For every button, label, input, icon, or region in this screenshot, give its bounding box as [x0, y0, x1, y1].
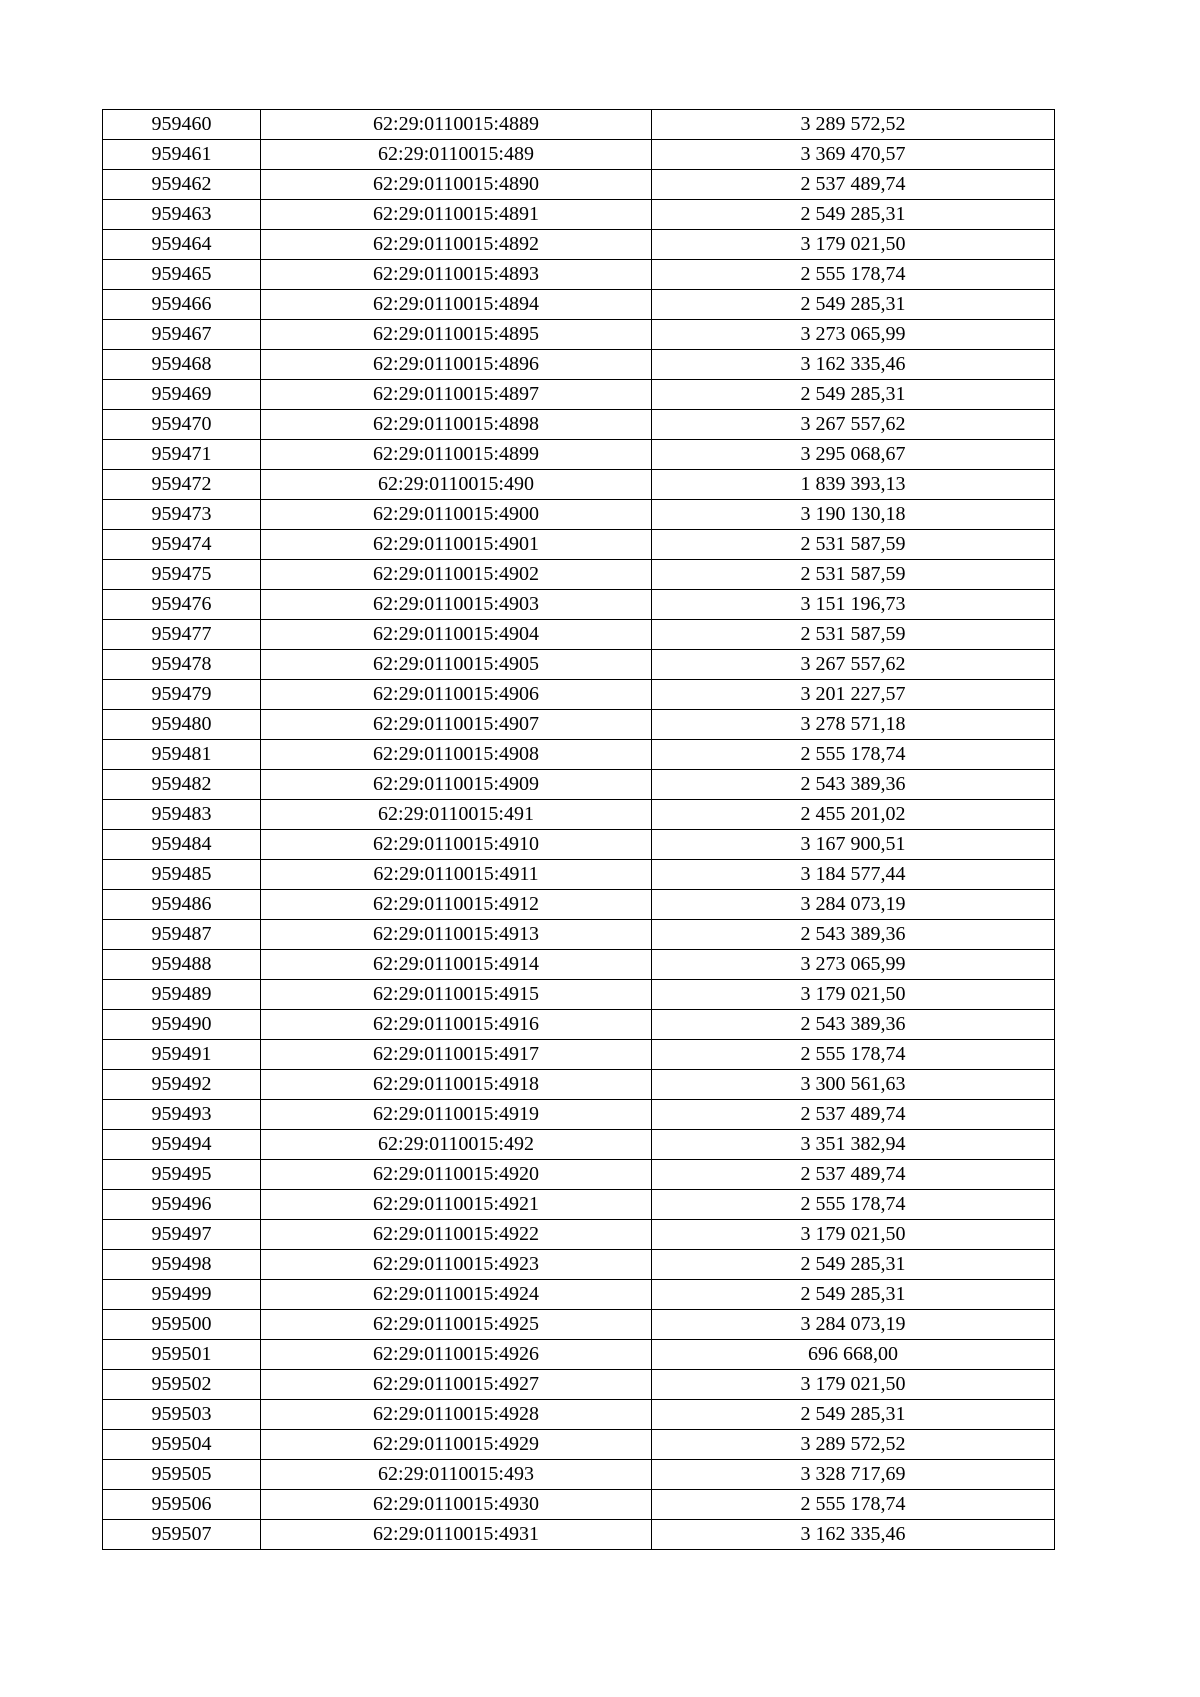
- row-number-cell: 959491: [103, 1040, 261, 1070]
- row-number-cell: 959503: [103, 1400, 261, 1430]
- cadastral-value-cell: 2 555 178,74: [652, 1040, 1055, 1070]
- cadastral-value-cell: 3 179 021,50: [652, 1370, 1055, 1400]
- table-row: [103, 1460, 1055, 1490]
- cadastral-number-cell: 62:29:0110015:4931: [261, 1520, 652, 1550]
- row-number-cell: 959493: [103, 1100, 261, 1130]
- cadastral-value-cell: 2 531 587,59: [652, 530, 1055, 560]
- row-number-cell: 959486: [103, 890, 261, 920]
- cadastral-value-cell: 3 273 065,99: [652, 950, 1055, 980]
- cadastral-number-cell: 62:29:0110015:4901: [261, 530, 652, 560]
- row-number-cell: 959506: [103, 1490, 261, 1520]
- row-number-cell: 959478: [103, 650, 261, 680]
- row-number-cell: 959501: [103, 1340, 261, 1370]
- table-row: [103, 800, 1055, 830]
- row-number-cell: 959495: [103, 1160, 261, 1190]
- table-row: [103, 1040, 1055, 1070]
- cadastral-number-cell: 62:29:0110015:4898: [261, 410, 652, 440]
- table-row: [103, 770, 1055, 800]
- cadastral-value-cell: 2 531 587,59: [652, 560, 1055, 590]
- cadastral-number-cell: 62:29:0110015:4892: [261, 230, 652, 260]
- row-number-cell: 959463: [103, 200, 261, 230]
- table-row: [103, 1520, 1055, 1550]
- cadastral-number-cell: 62:29:0110015:4912: [261, 890, 652, 920]
- table-row: [103, 170, 1055, 200]
- row-number-cell: 959485: [103, 860, 261, 890]
- cadastral-number-cell: 62:29:0110015:4920: [261, 1160, 652, 1190]
- cadastral-number-cell: 62:29:0110015:4896: [261, 350, 652, 380]
- row-number-cell: 959488: [103, 950, 261, 980]
- cadastral-value-cell: 3 167 900,51: [652, 830, 1055, 860]
- cadastral-number-cell: 62:29:0110015:4921: [261, 1190, 652, 1220]
- cadastral-value-cell: 2 537 489,74: [652, 170, 1055, 200]
- cadastral-value-cell: 3 351 382,94: [652, 1130, 1055, 1160]
- cadastral-value-cell: 2 537 489,74: [652, 1100, 1055, 1130]
- cadastral-number-cell: 62:29:0110015:4891: [261, 200, 652, 230]
- table-row: [103, 1220, 1055, 1250]
- cadastral-value-cell: 3 278 571,18: [652, 710, 1055, 740]
- row-number-cell: 959496: [103, 1190, 261, 1220]
- cadastral-value-cell: 3 289 572,52: [652, 110, 1055, 140]
- cadastral-number-cell: 62:29:0110015:4894: [261, 290, 652, 320]
- cadastral-number-cell: 62:29:0110015:4928: [261, 1400, 652, 1430]
- cadastral-value-cell: 3 284 073,19: [652, 890, 1055, 920]
- row-number-cell: 959470: [103, 410, 261, 440]
- row-number-cell: 959479: [103, 680, 261, 710]
- cadastral-value-cell: 3 284 073,19: [652, 1310, 1055, 1340]
- table-row: [103, 1010, 1055, 1040]
- table-row: [103, 620, 1055, 650]
- cadastral-value-cell: 3 151 196,73: [652, 590, 1055, 620]
- cadastral-value-cell: 2 543 389,36: [652, 1010, 1055, 1040]
- row-number-cell: 959481: [103, 740, 261, 770]
- cadastral-value-cell: 2 455 201,02: [652, 800, 1055, 830]
- cadastral-number-cell: 62:29:0110015:4919: [261, 1100, 652, 1130]
- table-row: [103, 650, 1055, 680]
- cadastral-number-cell: 62:29:0110015:4890: [261, 170, 652, 200]
- cadastral-value-cell: 3 273 065,99: [652, 320, 1055, 350]
- row-number-cell: 959466: [103, 290, 261, 320]
- row-number-cell: 959499: [103, 1280, 261, 1310]
- cadastral-value-cell: 3 179 021,50: [652, 980, 1055, 1010]
- row-number-cell: 959468: [103, 350, 261, 380]
- cadastral-number-cell: 62:29:0110015:489: [261, 140, 652, 170]
- table-row: [103, 1130, 1055, 1160]
- cadastral-value-cell: 2 549 285,31: [652, 1280, 1055, 1310]
- table-row: [103, 1160, 1055, 1190]
- table-row: [103, 230, 1055, 260]
- table-row: [103, 1490, 1055, 1520]
- cadastral-value-cell: 3 267 557,62: [652, 650, 1055, 680]
- row-number-cell: 959473: [103, 500, 261, 530]
- cadastral-value-table: [102, 109, 1055, 1550]
- row-number-cell: 959504: [103, 1430, 261, 1460]
- row-number-cell: 959474: [103, 530, 261, 560]
- table-row: [103, 920, 1055, 950]
- table-row: [103, 1190, 1055, 1220]
- cadastral-number-cell: 62:29:0110015:4906: [261, 680, 652, 710]
- cadastral-number-cell: 62:29:0110015:4915: [261, 980, 652, 1010]
- cadastral-value-cell: 2 549 285,31: [652, 1400, 1055, 1430]
- row-number-cell: 959467: [103, 320, 261, 350]
- row-number-cell: 959460: [103, 110, 261, 140]
- table-row: [103, 410, 1055, 440]
- cadastral-number-cell: 62:29:0110015:4916: [261, 1010, 652, 1040]
- cadastral-number-cell: 62:29:0110015:4930: [261, 1490, 652, 1520]
- row-number-cell: 959476: [103, 590, 261, 620]
- row-number-cell: 959465: [103, 260, 261, 290]
- cadastral-value-cell: 3 369 470,57: [652, 140, 1055, 170]
- row-number-cell: 959469: [103, 380, 261, 410]
- table-row: [103, 470, 1055, 500]
- row-number-cell: 959480: [103, 710, 261, 740]
- cadastral-value-cell: 3 179 021,50: [652, 1220, 1055, 1250]
- row-number-cell: 959494: [103, 1130, 261, 1160]
- cadastral-number-cell: 62:29:0110015:4914: [261, 950, 652, 980]
- cadastral-number-cell: 62:29:0110015:4899: [261, 440, 652, 470]
- row-number-cell: 959484: [103, 830, 261, 860]
- cadastral-number-cell: 62:29:0110015:493: [261, 1460, 652, 1490]
- row-number-cell: 959489: [103, 980, 261, 1010]
- cadastral-number-cell: 62:29:0110015:491: [261, 800, 652, 830]
- cadastral-number-cell: 62:29:0110015:4908: [261, 740, 652, 770]
- table-row: [103, 500, 1055, 530]
- table-row: [103, 740, 1055, 770]
- cadastral-value-cell: 2 531 587,59: [652, 620, 1055, 650]
- table-row: [103, 530, 1055, 560]
- row-number-cell: 959461: [103, 140, 261, 170]
- cadastral-value-cell: 2 555 178,74: [652, 740, 1055, 770]
- row-number-cell: 959505: [103, 1460, 261, 1490]
- table-row: [103, 350, 1055, 380]
- cadastral-number-cell: 62:29:0110015:4905: [261, 650, 652, 680]
- cadastral-number-cell: 62:29:0110015:4902: [261, 560, 652, 590]
- cadastral-number-cell: 62:29:0110015:4929: [261, 1430, 652, 1460]
- cadastral-value-cell: 3 190 130,18: [652, 500, 1055, 530]
- row-number-cell: 959471: [103, 440, 261, 470]
- row-number-cell: 959490: [103, 1010, 261, 1040]
- cadastral-number-cell: 62:29:0110015:4907: [261, 710, 652, 740]
- row-number-cell: 959487: [103, 920, 261, 950]
- cadastral-value-cell: 2 543 389,36: [652, 920, 1055, 950]
- row-number-cell: 959462: [103, 170, 261, 200]
- table-row: [103, 710, 1055, 740]
- table-row: [103, 1250, 1055, 1280]
- table-row: [103, 260, 1055, 290]
- table-row: [103, 140, 1055, 170]
- cadastral-value-cell: 2 555 178,74: [652, 1190, 1055, 1220]
- row-number-cell: 959475: [103, 560, 261, 590]
- cadastral-value-cell: 3 295 068,67: [652, 440, 1055, 470]
- cadastral-number-cell: 62:29:0110015:4911: [261, 860, 652, 890]
- table-row: [103, 890, 1055, 920]
- cadastral-value-cell: 696 668,00: [652, 1340, 1055, 1370]
- row-number-cell: 959500: [103, 1310, 261, 1340]
- table-row: [103, 1340, 1055, 1370]
- cadastral-number-cell: 62:29:0110015:4918: [261, 1070, 652, 1100]
- cadastral-value-cell: 2 555 178,74: [652, 260, 1055, 290]
- cadastral-number-cell: 62:29:0110015:4926: [261, 1340, 652, 1370]
- table-row: [103, 980, 1055, 1010]
- cadastral-number-cell: 62:29:0110015:4917: [261, 1040, 652, 1070]
- table-row: [103, 1100, 1055, 1130]
- cadastral-number-cell: 62:29:0110015:4910: [261, 830, 652, 860]
- table-row: [103, 860, 1055, 890]
- table-row: [103, 320, 1055, 350]
- cadastral-value-cell: 2 537 489,74: [652, 1160, 1055, 1190]
- table-body: [103, 110, 1055, 1550]
- cadastral-value-cell: 1 839 393,13: [652, 470, 1055, 500]
- row-number-cell: 959483: [103, 800, 261, 830]
- cadastral-number-cell: 62:29:0110015:4897: [261, 380, 652, 410]
- cadastral-value-cell: 3 162 335,46: [652, 1520, 1055, 1550]
- cadastral-value-cell: 3 162 335,46: [652, 350, 1055, 380]
- row-number-cell: 959502: [103, 1370, 261, 1400]
- cadastral-value-cell: 3 267 557,62: [652, 410, 1055, 440]
- cadastral-number-cell: 62:29:0110015:4925: [261, 1310, 652, 1340]
- table-row: [103, 680, 1055, 710]
- cadastral-value-cell: 2 549 285,31: [652, 380, 1055, 410]
- cadastral-value-cell: 3 184 577,44: [652, 860, 1055, 890]
- table-row: [103, 380, 1055, 410]
- cadastral-number-cell: 62:29:0110015:4909: [261, 770, 652, 800]
- table-row: [103, 560, 1055, 590]
- row-number-cell: 959498: [103, 1250, 261, 1280]
- table-row: [103, 440, 1055, 470]
- table-row: [103, 1370, 1055, 1400]
- row-number-cell: 959507: [103, 1520, 261, 1550]
- table-row: [103, 950, 1055, 980]
- cadastral-number-cell: 62:29:0110015:4895: [261, 320, 652, 350]
- table-row: [103, 290, 1055, 320]
- table-row: [103, 1280, 1055, 1310]
- table-row: [103, 1070, 1055, 1100]
- row-number-cell: 959482: [103, 770, 261, 800]
- row-number-cell: 959477: [103, 620, 261, 650]
- row-number-cell: 959497: [103, 1220, 261, 1250]
- cadastral-value-cell: 3 201 227,57: [652, 680, 1055, 710]
- cadastral-value-cell: 3 289 572,52: [652, 1430, 1055, 1460]
- cadastral-number-cell: 62:29:0110015:4893: [261, 260, 652, 290]
- cadastral-number-cell: 62:29:0110015:4923: [261, 1250, 652, 1280]
- cadastral-value-cell: 2 543 389,36: [652, 770, 1055, 800]
- cadastral-number-cell: 62:29:0110015:4924: [261, 1280, 652, 1310]
- cadastral-number-cell: 62:29:0110015:490: [261, 470, 652, 500]
- table-row: [103, 110, 1055, 140]
- cadastral-number-cell: 62:29:0110015:4922: [261, 1220, 652, 1250]
- cadastral-number-cell: 62:29:0110015:4900: [261, 500, 652, 530]
- cadastral-value-cell: 2 549 285,31: [652, 290, 1055, 320]
- cadastral-value-cell: 2 549 285,31: [652, 200, 1055, 230]
- cadastral-number-cell: 62:29:0110015:4889: [261, 110, 652, 140]
- cadastral-number-cell: 62:29:0110015:4904: [261, 620, 652, 650]
- cadastral-number-cell: 62:29:0110015:4903: [261, 590, 652, 620]
- table-row: [103, 200, 1055, 230]
- row-number-cell: 959492: [103, 1070, 261, 1100]
- cadastral-value-cell: 3 300 561,63: [652, 1070, 1055, 1100]
- cadastral-number-cell: 62:29:0110015:4913: [261, 920, 652, 950]
- table-row: [103, 590, 1055, 620]
- table-row: [103, 1400, 1055, 1430]
- cadastral-value-cell: 3 328 717,69: [652, 1460, 1055, 1490]
- row-number-cell: 959464: [103, 230, 261, 260]
- cadastral-value-cell: 2 549 285,31: [652, 1250, 1055, 1280]
- cadastral-value-cell: 3 179 021,50: [652, 230, 1055, 260]
- cadastral-number-cell: 62:29:0110015:4927: [261, 1370, 652, 1400]
- cadastral-value-cell: 2 555 178,74: [652, 1490, 1055, 1520]
- table-row: [103, 1430, 1055, 1460]
- row-number-cell: 959472: [103, 470, 261, 500]
- table-row: [103, 830, 1055, 860]
- table-row: [103, 1310, 1055, 1340]
- cadastral-number-cell: 62:29:0110015:492: [261, 1130, 652, 1160]
